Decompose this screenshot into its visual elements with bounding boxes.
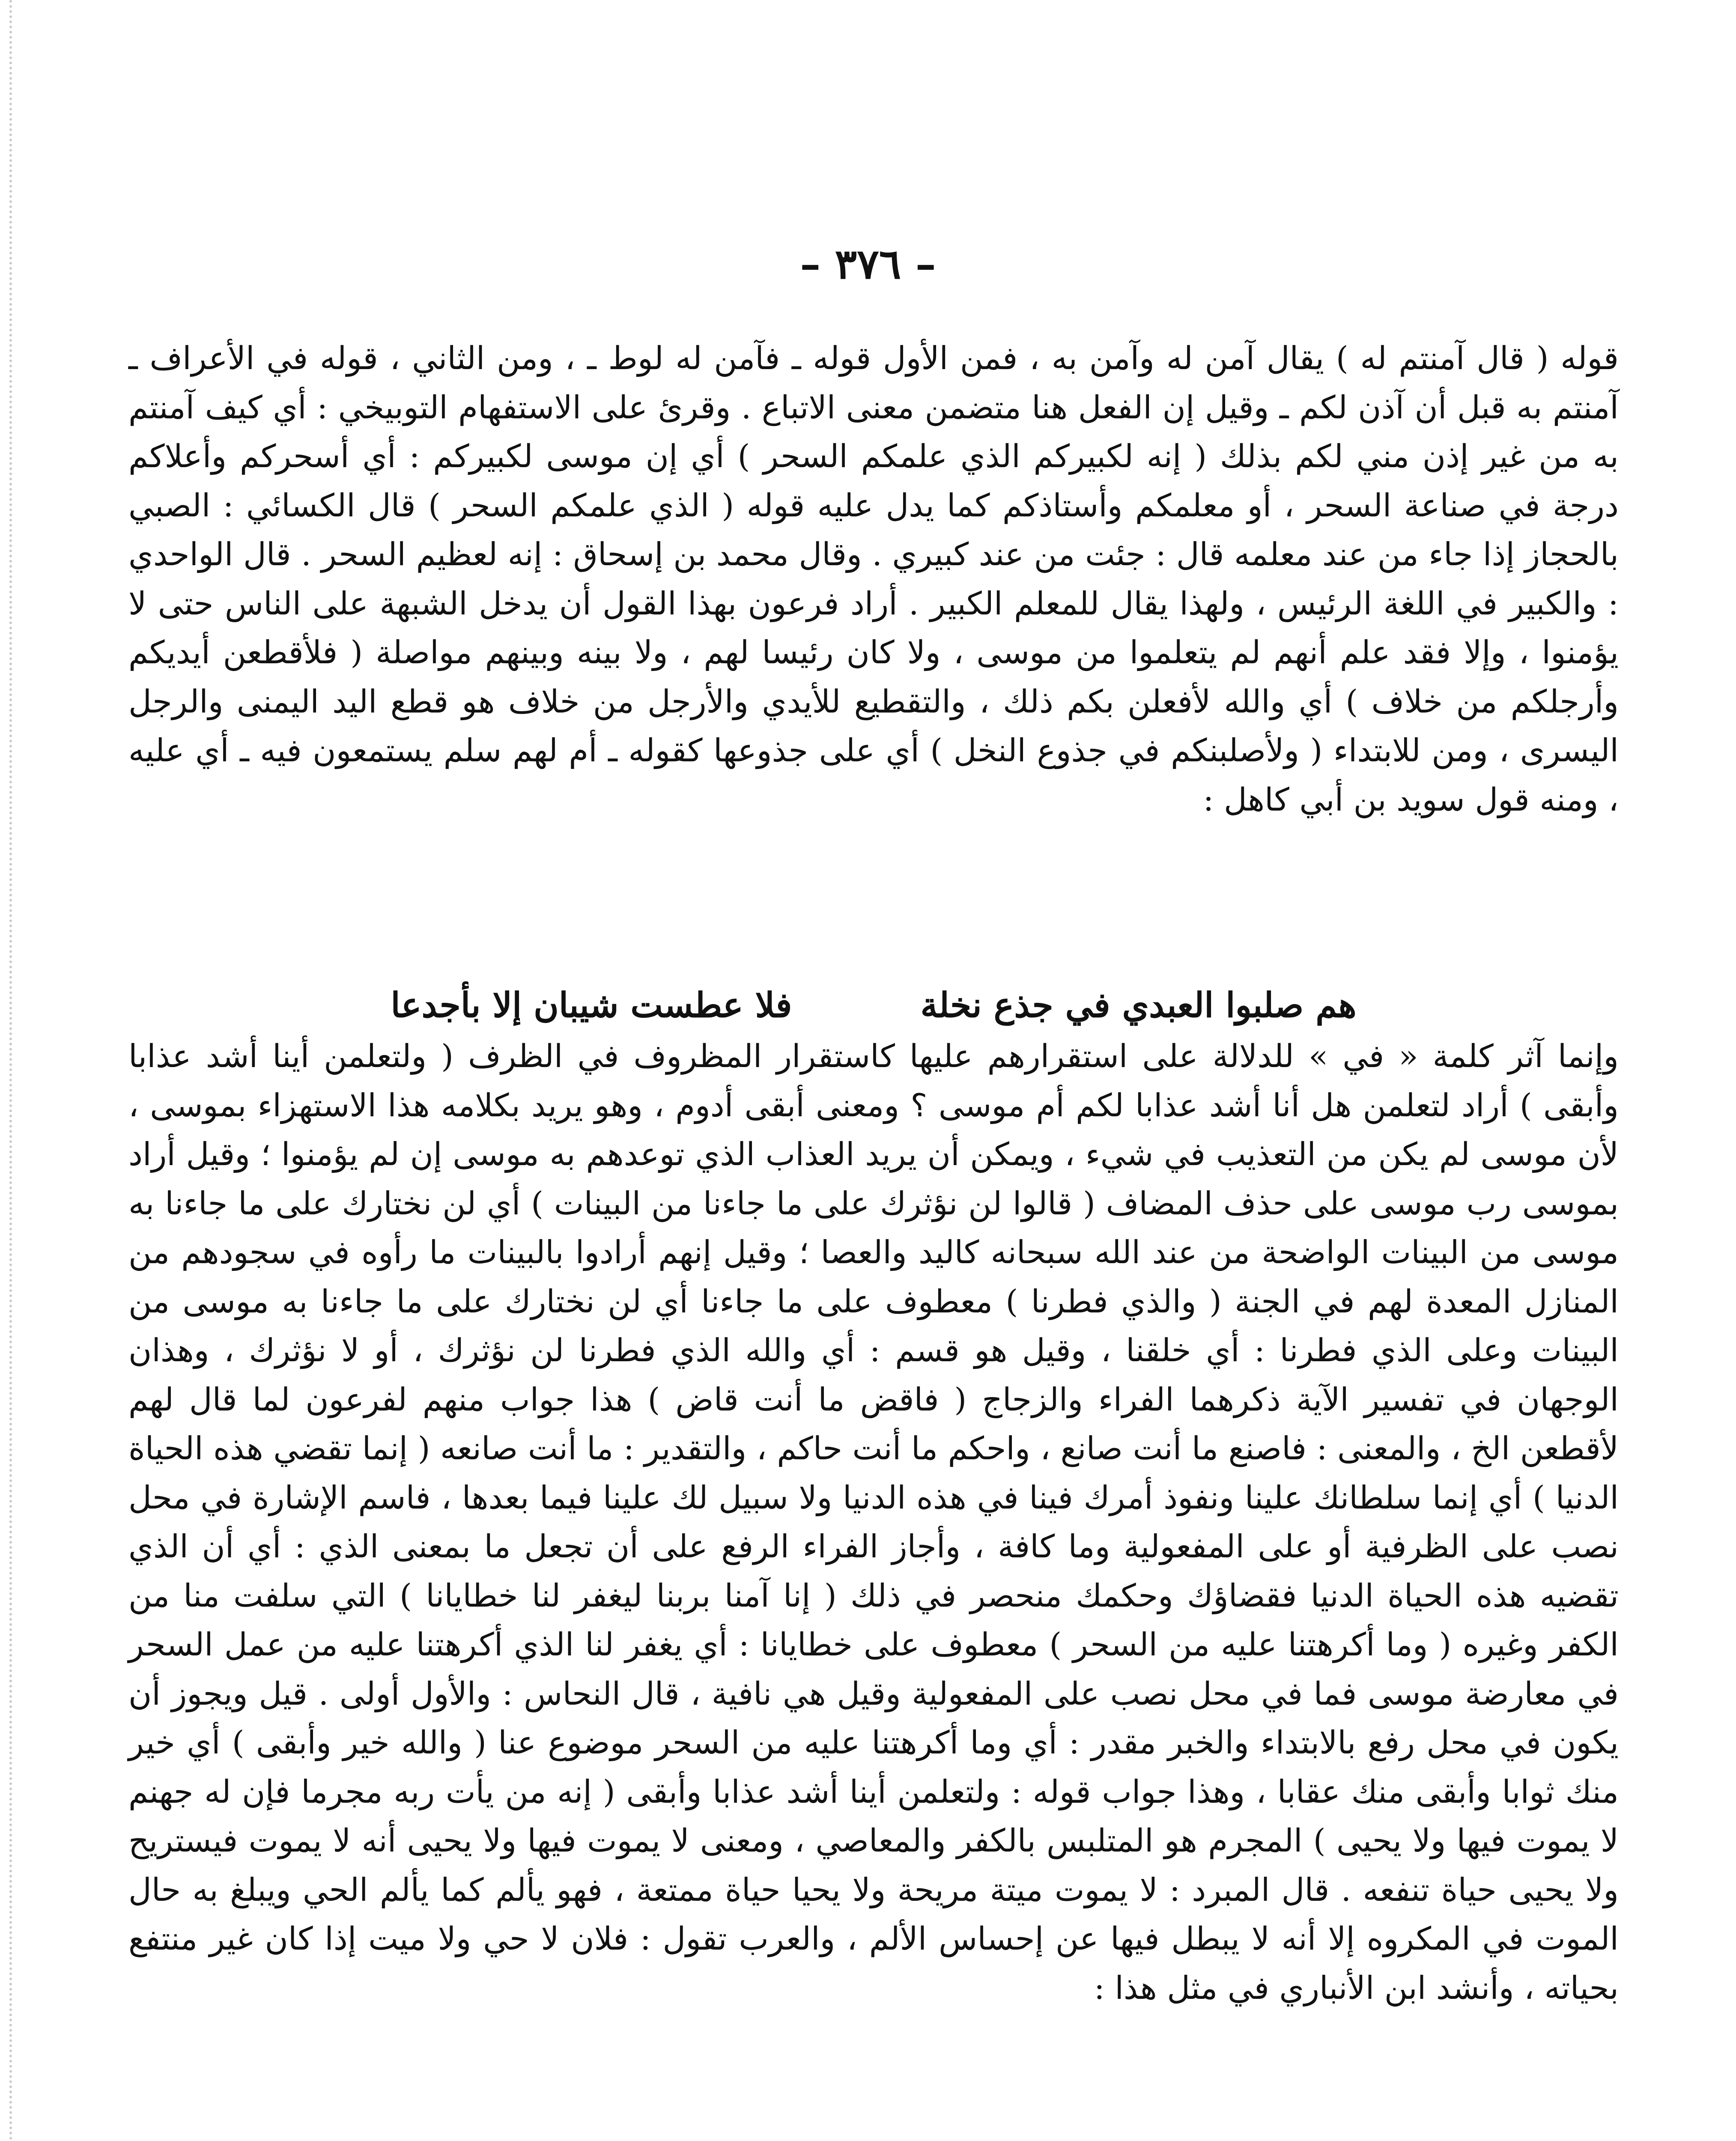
paragraph-text: وإنما آثر كلمة « في » للدلالة على استقرارهم عليها كاستقرار المظروف في الظرف ( ولتعلمن أينا أشد عذابا وأبقى ) أراد لتعلمن هل أنا أشد عذابا لكم أم موسى ؟ ومعنى أبقى أدوم ، وهو يريد بكلامه هذا الاستهزاء بموسى ، لأن موسى لم يكن من التعذيب في شيء ، ويمكن أن يريد العذاب الذي توعدهم به موسى إن لم يؤمنوا ؛ وقيل أراد بموسى رب موسى على حذف المضاف ( قالوا لن نؤثرك على ما جاءنا من البينات ) أي لن نختارك على ما جاءنا به موسى من البينات الواضحة من عند الله سبحانه كاليد والعصا ؛ وقيل إنهم أرادوا بالبينات ما رأوه في سجودهم من المنازل المعدة لهم في الجنة ( والذي فطرنا ) معطوف على ما جاءنا أي لن نختارك على ما جاءنا به موسى من البينات وعلى الذي فطرنا : أي خلقنا ، وقيل هو قسم : أي والله الذي فطرنا لن نؤثرك ، أو لا نؤثرك ، وهذان الوجهان في تفسير الآية ذكرهما الفراء والزجاج ( فاقض ما أنت قاض ) هذا جواب منهم لفرعون لما قال لهم لأقطعن الخ ، والمعنى : فاصنع ما أنت صانع ، واحكم ما أنت حاكم ، والتقدير : ما أنت صانعه ( إنما تقضي هذه الحياة الدنيا ) أي إنما سلطانك علينا ونفوذ أمرك فينا في هذه الدنيا ولا سبيل لك علينا فيما بعدها ، فاسم الإشارة في محل نصب على الظرفية أو على المفعولية وما كافة ، وأجاز الفراء الرفع على أن تجعل ما بمعنى الذي : أي أن الذي تقضيه هذه الحياة الدنيا فقضاؤك وحكمك منحصر في ذلك ( إنا آمنا بربنا ليغفر لنا خطايانا ) التي سلفت منا من الكفر وغيره ( وما أكرهتنا عليه من السحر ) معطوف على خطايانا : أي يغفر لنا الذي أكرهتنا عليه من عمل السحر في معارضة موسى فما في محل نصب على المفعولية وقيل هي نافية ، قال النحاس : والأول أولى . قيل ويجوز أن يكون في محل رفع بالابتداء والخبر مقدر : أي وما أكرهتنا عليه من السحر موضوع عنا ( والله خير وأبقى ) أي خير منك ثوابا وأبقى منك عقابا ، وهذا جواب قوله : ولتعلمن أينا أشد عذابا وأبقى ( إنه من يأت ربه مجرما فإن له جهنم لا يموت فيها ولا يحيى ) المجرم هو المتلبس بالكفر والمعاصي ، ومعنى لا يموت فيها ولا يحيى أنه لا يموت فيستريح ولا يحيى حياة تنفعه . قال المبرد : لا يموت ميتة مريحة ولا يحيا حياة ممتعة ، فهو يألم كما يألم الحي ويبلغ به حال الموت في المكروه إلا أنه لا يبطل فيها عن إحساس الألم ، والعرب تقول : فلان لا حي ولا ميت إذا كان غير منتفع بحياته ، وأنشد ابن الأنباري في مثل هذا : bbox=[128, 1038, 1619, 2007]
paragraph-text: قوله ( قال آمنتم له ) يقال آمن له وآمن به ، فمن الأول قوله ـ فآمن له لوط ـ ، ومن الثاني ، قوله في الأعراف ـ آمنتم به قبل أن آذن لكم ـ وقيل إن الفعل هنا متضمن معنى الاتباع . وقرئ على الاستفهام التوبيخي : أي كيف آمنتم به من غير إذن مني لكم بذلك ( إنه لكبيركم الذي علمكم السحر ) أي إن موسى لكبيركم : أي أسحركم وأعلاكم درجة في صناعة السحر ، أو معلمكم وأستاذكم كما يدل عليه قوله ( الذي علمكم السحر ) قال الكسائي : الصبي بالحجاز إذا جاء من عند معلمه قال : جئت من عند كبيري . وقال محمد بن إسحاق : إنه لعظيم السحر . قال الواحدي : والكبير في اللغة الرئيس ، ولهذا يقال للمعلم الكبير . أراد فرعون بهذا القول أن يدخل الشبهة على الناس حتى لا يؤمنوا ، وإلا فقد علم أنهم لم يتعلموا من موسى ، ولا كان رئيسا لهم ، ولا بينه وبينهم مواصلة ( فلأقطعن أيديكم وأرجلكم من خلاف ) أي والله لأفعلن بكم ذلك ، والتقطيع للأيدي والأرجل من خلاف هو قطع اليد اليمنى والرجل اليسرى ، ومن للابتداء ( ولأصلبنكم في جذوع النخل ) أي على جذوعها كقوله ـ أم لهم سلم يستمعون فيه ـ أي عليه ، ومنه قول سويد بن أبي كاهل : bbox=[128, 340, 1619, 818]
paragraph-two bbox=[128, 1032, 1619, 2013]
verse-second-hemistich: فلا عطست شيبان إلا بأجدعا bbox=[391, 985, 792, 1025]
verse-first-hemistich: هم صلبوا العبدي في جذع نخلة bbox=[920, 985, 1357, 1025]
paragraph-one bbox=[128, 334, 1619, 824]
page-edge-rule bbox=[0, 0, 12, 2141]
verse-one bbox=[128, 985, 1619, 1025]
page-number: – ٣٧٦ – bbox=[800, 240, 936, 288]
